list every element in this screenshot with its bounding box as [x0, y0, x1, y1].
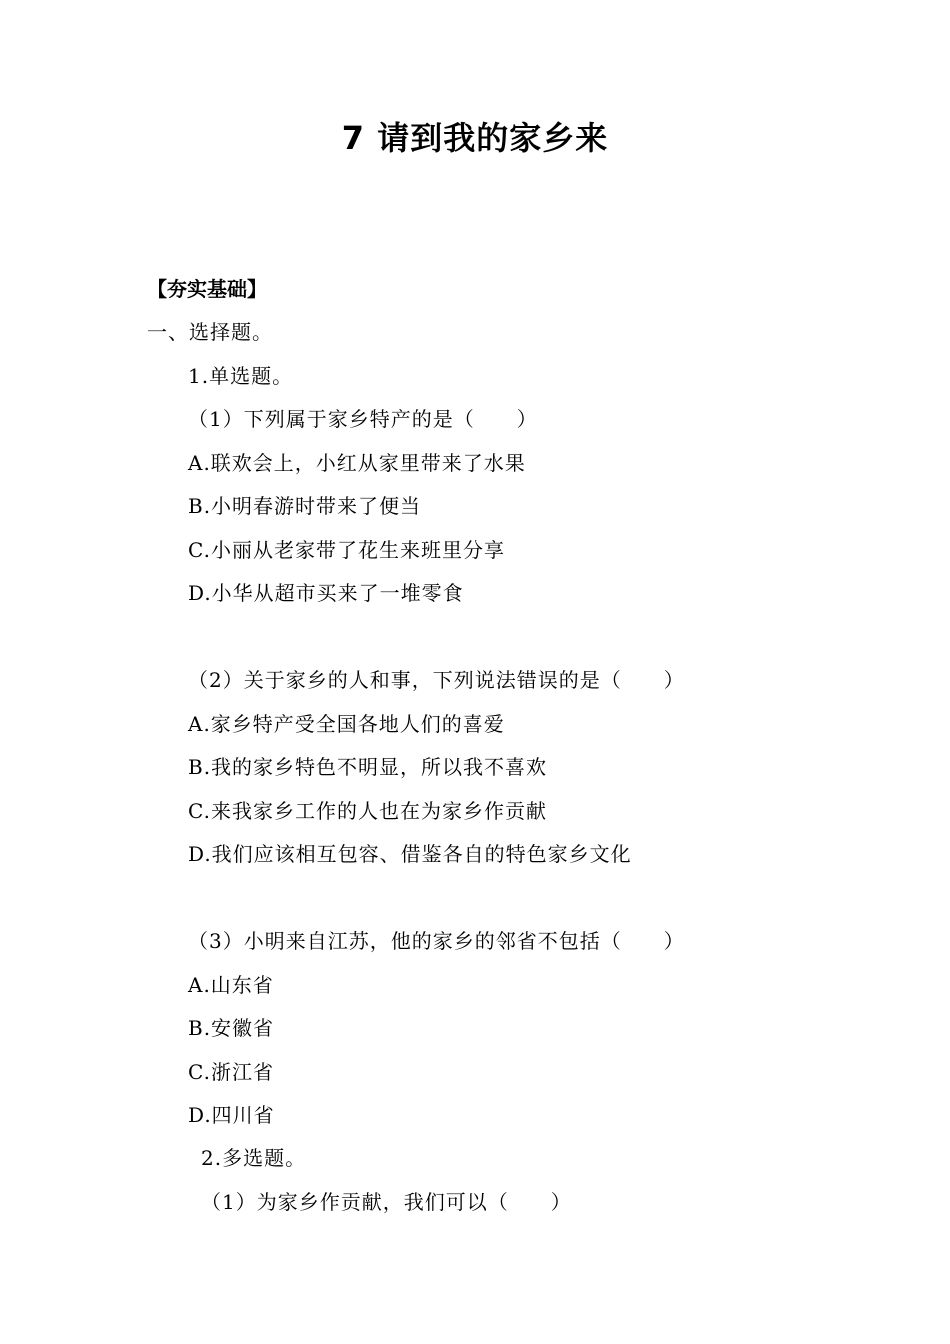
part-one-heading: 一、选择题。 — [147, 320, 273, 344]
question-1-3-option-c: C.浙江省 — [188, 1060, 274, 1084]
question-1-3-option-d: D.四川省 — [188, 1103, 275, 1127]
section-heading: 【夯实基础】 — [147, 277, 267, 301]
question-1-1-option-d: D.小华从超市买来了一堆零食 — [188, 581, 464, 605]
page-title: 7 请到我的家乡来 — [341, 119, 609, 157]
question-1-2-option-b: B.我的家乡特色不明显，所以我不喜欢 — [188, 755, 548, 779]
question-1-1-option-b: B.小明春游时带来了便当 — [188, 494, 422, 518]
multi-choice-heading: 2.多选题。 — [201, 1146, 307, 1170]
single-choice-heading: 1.单选题。 — [188, 364, 294, 388]
question-1-2-option-d: D.我们应该相互包容、借鉴各自的特色家乡文化 — [188, 842, 632, 866]
question-1-2-option-a: A.家乡特产受全国各地人们的喜爱 — [188, 712, 505, 736]
question-1-3-option-a: A.山东省 — [188, 973, 274, 997]
question-1-3-stem: （3）小明来自江苏，他的家乡的邻省不包括（ ） — [188, 929, 685, 953]
question-1-1-option-c: C.小丽从老家带了花生来班里分享 — [188, 538, 505, 562]
question-1-2-stem: （2）关于家乡的人和事，下列说法错误的是（ ） — [188, 668, 685, 692]
question-1-2-option-c: C.来我家乡工作的人也在为家乡作贡献 — [188, 799, 547, 823]
question-2-1-stem: （1）为家乡作贡献，我们可以（ ） — [201, 1190, 572, 1214]
question-1-1-stem: （1）下列属于家乡特产的是（ ） — [188, 407, 538, 431]
question-1-1-option-a: A.联欢会上，小红从家里带来了水果 — [188, 451, 526, 475]
question-1-3-option-b: B.安徽省 — [188, 1016, 275, 1040]
